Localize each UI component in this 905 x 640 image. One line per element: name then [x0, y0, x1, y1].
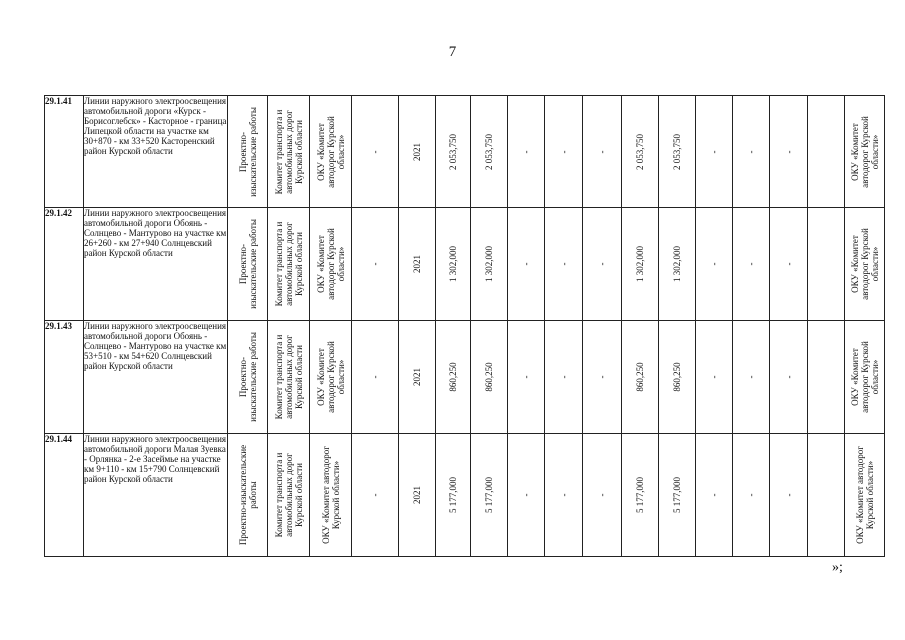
cost-col-5-text: - — [521, 150, 531, 153]
value-col-1-text: - — [370, 493, 380, 497]
cost-col-4 — [471, 434, 508, 557]
cost-col-9-text: 2 053,750 — [672, 133, 682, 170]
closing-quote-mark: »; — [832, 560, 843, 575]
row-number: 29.1.41 — [45, 96, 84, 208]
cost-col-10-text: - — [709, 493, 719, 497]
value-col-1 — [352, 96, 399, 208]
value-col-1-text: - — [370, 262, 380, 266]
cost-col-4-text: 5 177,000 — [484, 477, 494, 513]
cost-col-6 — [545, 434, 583, 557]
cost-col-12 — [770, 434, 808, 557]
total-cost — [436, 208, 471, 321]
responsible-committee-text: Комитет транспорта и автомобильных дорог Курской области — [273, 109, 304, 194]
cost-col-8 — [622, 434, 659, 557]
cost-col-10 — [696, 208, 733, 321]
cost-col-5-text: - — [521, 375, 531, 379]
cost-col-12-text: - — [783, 150, 794, 153]
cost-col-7-text: - — [597, 375, 607, 379]
table-row — [45, 96, 885, 208]
cost-col-8-text: 5 177,000 — [635, 477, 645, 513]
cost-col-8-text: 2 053,750 — [635, 133, 645, 170]
cost-col-12 — [770, 96, 808, 208]
customer — [845, 434, 885, 557]
total-cost — [436, 96, 471, 208]
page-number: 7 — [448, 44, 457, 60]
customer — [845, 321, 885, 434]
cost-col-5 — [508, 434, 545, 557]
value-col-1 — [352, 208, 399, 321]
customer-text: ОКУ «Комитет автодорог Курской области» — [849, 228, 880, 300]
customer-text: ОКУ «Комитет автодорог Курской области» — [849, 341, 880, 413]
cost-col-6-text: - — [558, 262, 569, 266]
responsible-committee-text: Комитет транспорта и автомобильных дорог Курской области — [273, 452, 304, 538]
year-text: 2021 — [412, 142, 422, 161]
work-type — [228, 434, 268, 557]
cost-col-8 — [622, 321, 659, 434]
cost-col-4-text: 860,250 — [484, 362, 494, 392]
cost-col-4 — [471, 321, 508, 434]
cost-col-12-text: - — [783, 493, 794, 497]
year — [399, 434, 436, 557]
cost-col-7-text: - — [597, 150, 607, 153]
total-cost — [436, 434, 471, 557]
cost-col-11 — [733, 96, 770, 208]
total-cost-text: 5 177,000 — [448, 477, 458, 513]
cost-col-9 — [659, 321, 696, 434]
year-text: 2021 — [412, 486, 422, 504]
work-type — [228, 321, 268, 434]
cost-col-10-text: - — [709, 375, 719, 379]
total-cost-text: 1 302,000 — [448, 246, 458, 282]
cost-col-6-text: - — [558, 375, 569, 379]
executor — [310, 208, 352, 321]
responsible-committee-text: Комитет транспорта и автомобильных дорог Курской области — [273, 221, 304, 307]
total-cost-text: 2 053,750 — [448, 133, 458, 170]
cost-col-11-text: - — [746, 150, 756, 153]
executor — [310, 434, 352, 557]
table-row — [45, 208, 885, 321]
cost-col-6 — [545, 96, 583, 208]
year — [399, 321, 436, 434]
cost-col-10-text: - — [709, 262, 719, 266]
responsible-committee — [268, 321, 310, 434]
cost-col-9-text: 860,250 — [672, 362, 682, 392]
cost-col-7-text: - — [597, 493, 607, 497]
row-number: 29.1.44 — [45, 434, 84, 557]
executor-text: ОКУ «Комитет автодорог Курской области» — [315, 228, 346, 300]
responsible-committee — [268, 208, 310, 321]
cost-col-9 — [659, 434, 696, 557]
cost-col-4 — [471, 208, 508, 321]
cost-col-10 — [696, 434, 733, 557]
cost-col-8-text: 860,250 — [635, 362, 645, 392]
empty-cell — [808, 96, 845, 208]
cost-col-5 — [508, 321, 545, 434]
object-name: Линии наружного электроосвещения автомобильной дороги Малая Зуевка - Орлянка - 2-е Засеймье на участке км 9+110 - км 15+790 Солнцевский район Курской области — [84, 434, 228, 557]
cost-col-10 — [696, 321, 733, 434]
work-type-text: Проектно-изыскательские работы — [237, 219, 258, 309]
cost-col-12 — [770, 208, 808, 321]
cost-col-9-text: 5 177,000 — [672, 477, 682, 513]
cost-col-5 — [508, 208, 545, 321]
cost-col-10-text: - — [709, 150, 719, 153]
row-number: 29.1.43 — [45, 321, 84, 434]
cost-col-5-text: - — [521, 262, 531, 266]
cost-col-6-text: - — [558, 150, 569, 153]
cost-col-5-text: - — [521, 493, 531, 497]
cost-col-11-text: - — [746, 493, 756, 497]
cost-col-10 — [696, 96, 733, 208]
value-col-1 — [352, 321, 399, 434]
year-text: 2021 — [412, 255, 422, 273]
table-row — [45, 321, 885, 434]
responsible-committee — [268, 434, 310, 557]
cost-col-9 — [659, 96, 696, 208]
cost-col-11-text: - — [746, 375, 756, 379]
cost-col-7 — [583, 96, 622, 208]
cost-col-6-text: - — [558, 493, 569, 497]
cost-col-6 — [545, 321, 583, 434]
empty-cell — [808, 208, 845, 321]
object-name: Линии наружного электроосвещения автомобильной дороги Обоянь - Солнцево - Мантурово на участке км 26+260 - км 27+940 Солнцевский район Курской области — [84, 208, 228, 321]
total-cost — [436, 321, 471, 434]
year-text: 2021 — [412, 368, 422, 386]
value-col-1 — [352, 434, 399, 557]
cost-col-8 — [622, 208, 659, 321]
value-col-1-text: - — [370, 375, 380, 379]
cost-col-9 — [659, 208, 696, 321]
work-type-text: Проектно-изыскательские работы — [237, 106, 258, 197]
responsible-committee — [268, 96, 310, 208]
year — [399, 96, 436, 208]
cost-col-6 — [545, 208, 583, 321]
customer — [845, 208, 885, 321]
cost-col-5 — [508, 96, 545, 208]
work-type — [228, 208, 268, 321]
year — [399, 208, 436, 321]
value-col-1-text: - — [370, 150, 380, 153]
object-name: Линии наружного электроосвещения автомобильной дороги «Курск - Борисоглебск» - Касторное - граница Липецкой области на участке км 30+870 - км 33+520 Касторенский район Курской области — [84, 96, 228, 208]
empty-cell — [808, 321, 845, 434]
customer-text: ОКУ «Комитет автодорог Курской области» — [849, 115, 880, 188]
empty-cell — [808, 434, 845, 557]
work-type-text: Проектно-изыскательские работы — [237, 332, 258, 422]
cost-col-12-text: - — [783, 375, 794, 379]
cost-col-12 — [770, 321, 808, 434]
executor-text: ОКУ «Комитет автодорог Курской области» — [315, 341, 346, 413]
work-type — [228, 96, 268, 208]
table-row — [45, 434, 885, 557]
cost-col-7 — [583, 208, 622, 321]
customer-text: ОКУ «Комитет автодорог Курской области» — [854, 446, 875, 544]
cost-col-7 — [583, 321, 622, 434]
row-number: 29.1.42 — [45, 208, 84, 321]
work-type-text: Проектно-изыскательские работы — [237, 444, 258, 546]
executor-text: ОКУ «Комитет автодорог Курской области» — [320, 446, 341, 544]
executor — [310, 96, 352, 208]
executor-text: ОКУ «Комитет автодорог Курской области» — [315, 115, 346, 188]
cost-col-11 — [733, 208, 770, 321]
responsible-committee-text: Комитет транспорта и автомобильных дорог Курской области — [273, 334, 304, 420]
cost-col-9-text: 1 302,000 — [672, 246, 682, 282]
cost-col-7 — [583, 434, 622, 557]
cost-col-8 — [622, 96, 659, 208]
cost-col-11 — [733, 434, 770, 557]
cost-col-4-text: 2 053,750 — [484, 133, 494, 170]
cost-col-12-text: - — [783, 262, 794, 266]
total-cost-text: 860,250 — [448, 362, 458, 392]
program-table — [44, 95, 885, 557]
object-name: Линии наружного электроосвещения автомобильной дороги Обоянь - Солнцево - Мантурово на участке км 53+510 - км 54+620 Солнцевский район Курской области — [84, 321, 228, 434]
cost-col-4-text: 1 302,000 — [484, 246, 494, 282]
cost-col-11 — [733, 321, 770, 434]
cost-col-8-text: 1 302,000 — [635, 246, 645, 282]
cost-col-7-text: - — [597, 262, 607, 266]
cost-col-4 — [471, 96, 508, 208]
executor — [310, 321, 352, 434]
customer — [845, 96, 885, 208]
cost-col-11-text: - — [746, 262, 756, 266]
